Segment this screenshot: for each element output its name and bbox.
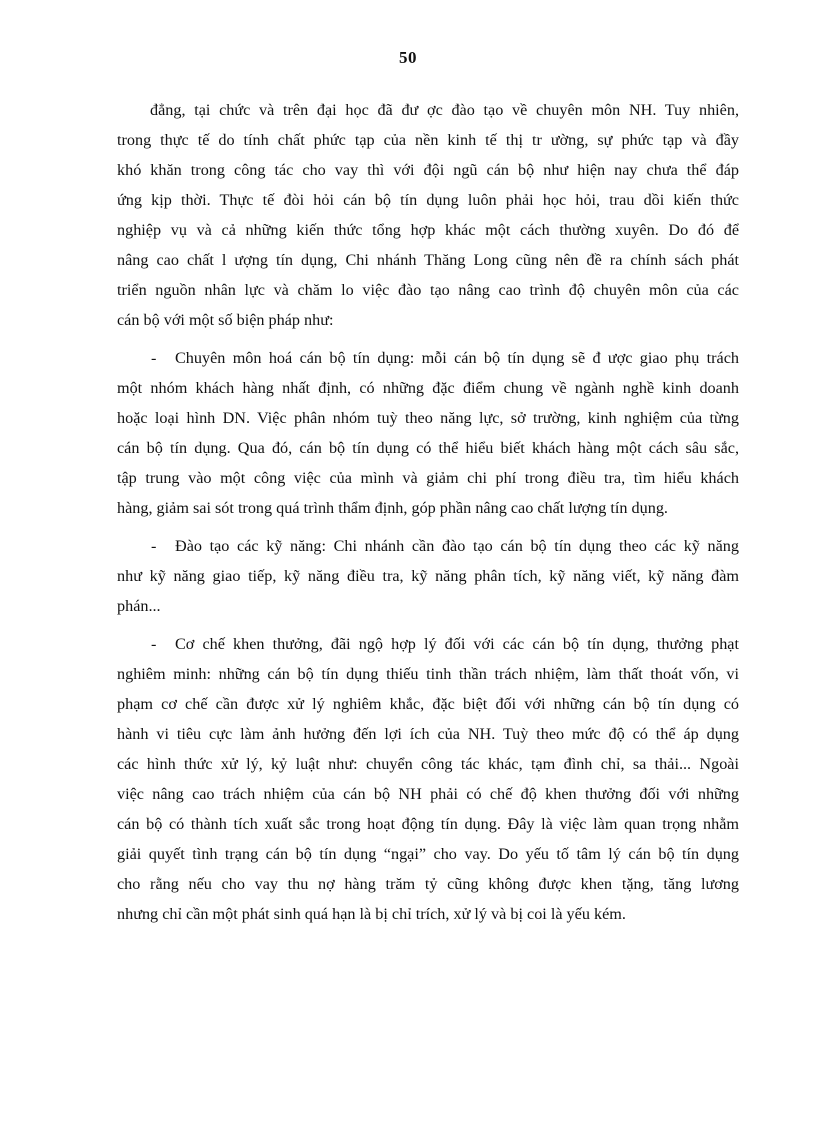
text-line: một nhóm khách hàng nhất định, có những đặc điểm chung về ngành nghề kinh doanh [117,379,739,397]
text-line: như kỹ năng giao tiếp, kỹ năng điều tra, kỹ năng phân tích, kỹ năng viết, kỹ năng đàm [117,567,739,585]
text-line: hàng, giảm sai sót trong quá trình thẩm định, góp phần nâng cao chất lượng tín dụng. [117,499,668,517]
text-line: phán... [117,597,161,615]
text-line: các hình thức xử lý, kỷ luật như: chuyển công tác khác, tạm đình chỉ, sa thải... Ngoài [117,755,739,773]
text-line: hành vi tiêu cực làm ảnh hưởng đến lợi ích của NH. Tuỳ theo mức độ có thể áp dụng [117,725,739,743]
bullet-first-line [117,629,739,659]
page-number: 50 [399,48,417,67]
text-line: ứng kịp thời. Thực tế đòi hỏi cán bộ tín dụng luôn phải học hỏi, trau dồi kiến thức [117,191,739,209]
text-line: phạm cơ chế cần được xử lý nghiêm khắc, đặc biệt đối với những cán bộ tín dụng có [117,695,739,713]
paragraph-intro [117,95,739,335]
bullet-specialization [117,343,739,523]
text-line: giải quyết tình trạng cán bộ tín dụng “ngại” cho vay. Do yếu tố tâm lý cán bộ tín dụng [117,845,739,863]
bullet-skills-training [117,531,739,621]
text-line: cho rằng nếu cho vay thu nợ hàng trăm tỷ cũng không được khen tặng, tăng lương [117,875,739,893]
bullet-dash: - [151,349,157,367]
text-line: nghiệp vụ và cả những kiến thức tổng hợp khác một cách thường xuyên. Do đó để [117,221,739,239]
bullet-first-line [117,343,739,373]
bullet-first-line [117,531,739,561]
text-line: Cơ chế khen thưởng, đãi ngộ hợp lý đối với các cán bộ tín dụng, thưởng phạt [175,635,739,653]
text-line: nâng cao chất l ượng tín dụng, Chi nhánh Thăng Long cũng nên đề ra chính sách phát [117,251,739,269]
bullet-dash: - [151,537,157,555]
text-line: nghiêm minh: những cán bộ tín dụng thiếu tinh thần trách nhiệm, làm thất thoát vốn, vi [117,665,739,683]
text-line: Chuyên môn hoá cán bộ tín dụng: mỗi cán bộ tín dụng sẽ đ ược giao phụ trách [175,349,739,367]
text-line: cán bộ có thành tích xuất sắc trong hoạt động tín dụng. Đây là việc làm quan trọng nhằm [117,815,739,833]
body-text [117,95,739,929]
text-line: đẳng, tại chức và trên đại học đã đư ợc đào tạo về chuyên môn NH. Tuy nhiên, [150,101,739,119]
bullet-dash: - [151,635,157,653]
text-line: việc nâng cao trách nhiệm của cán bộ NH phải có chế độ khen thưởng đối với những [117,785,739,803]
text-line: trong thực tế do tính chất phức tạp của nền kinh tế thị tr ường, sự phức tạp và đầy [117,131,739,149]
text-line: triển nguồn nhân lực và chăm lo việc đào tạo nâng cao trình độ chuyên môn của các [117,281,739,299]
bullet-reward-mechanism [117,629,739,929]
text-line: tập trung vào một công việc của mình và giảm chi phí trong điều tra, tìm hiểu khách [117,469,739,487]
text-line: nhưng chỉ cần một phát sinh quá hạn là bị chỉ trích, xử lý và bị coi là yếu kém. [117,905,626,923]
text-line: cán bộ với một số biện pháp như: [117,311,334,329]
text-line: Đào tạo các kỹ năng: Chi nhánh cần đào tạo cán bộ tín dụng theo các kỹ năng [175,537,739,555]
text-line: hoặc loại hình DN. Việc phân nhóm tuỳ theo năng lực, sở trường, kinh nghiệm của từng [117,409,739,427]
text-line: khó khăn trong công tác cho vay thì với đội ngũ cán bộ như hiện nay chưa thể đáp [117,161,739,179]
text-line: cán bộ tín dụng. Qua đó, cán bộ tín dụng có thể hiểu biết khách hàng một cách sâu sắc, [117,439,739,457]
